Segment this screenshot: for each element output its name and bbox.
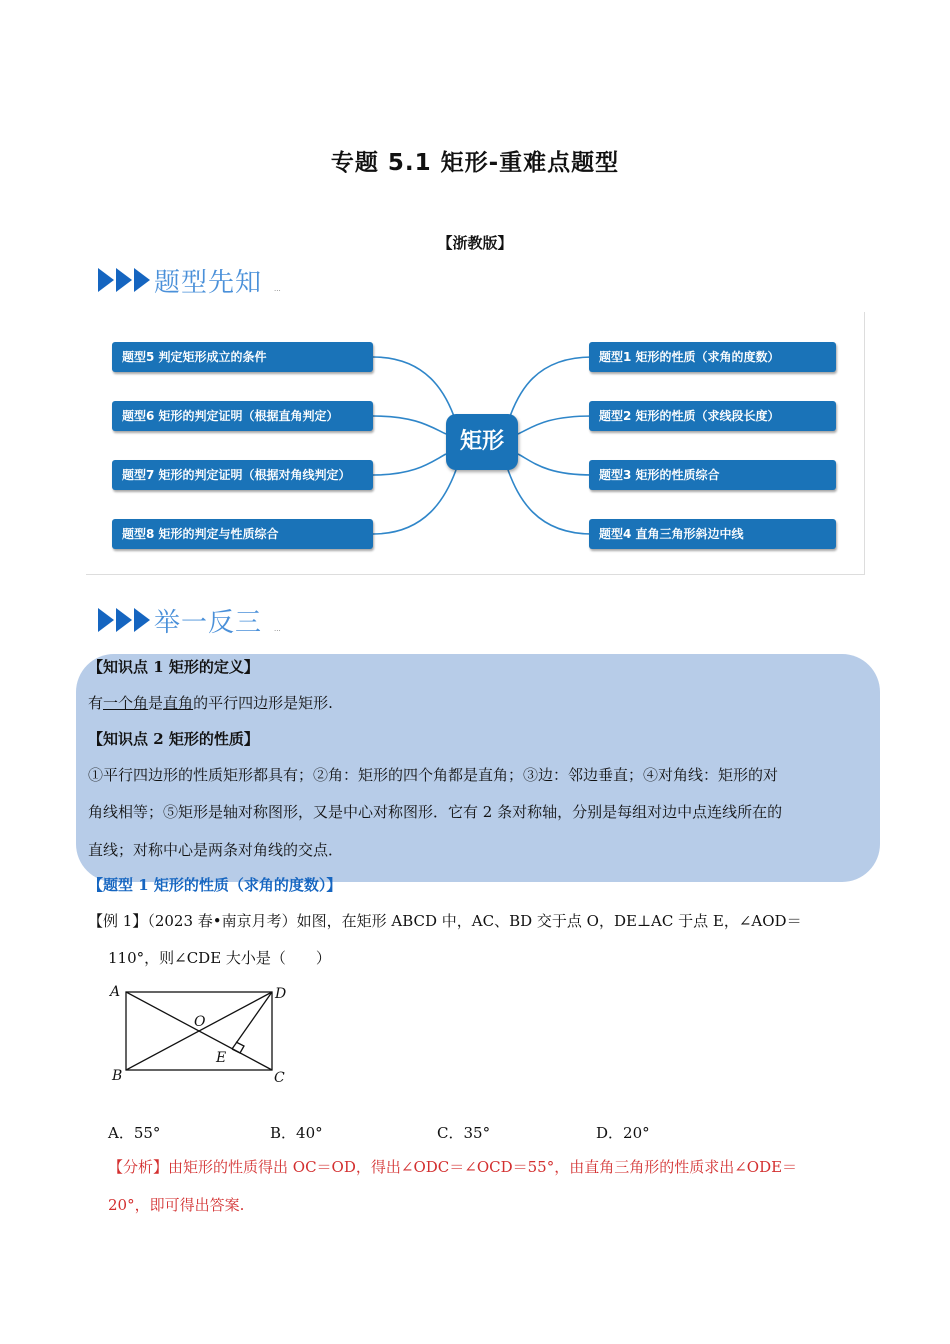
option-a: A．55° [108,1124,161,1142]
knowledge-2-line: 角线相等；⑤矩形是轴对称图形，又是中心对称图形．它有 2 条对称轴，分别是每组对边中点连线所在的 [88,803,783,821]
section-title-practice: 举一反三 [154,607,263,638]
connector-left-2 [373,416,446,434]
mind-map-center: 矩形 [446,414,518,470]
text-fragment: 是 [148,694,164,712]
mind-map-right-item: 题型2 矩形的性质（求线段长度） [589,401,836,431]
triple-arrow-icon [98,608,150,632]
connector-right-3 [518,454,592,475]
mind-map-left-item: 题型8 矩形的判定与性质综合 [112,519,373,549]
analysis-text: 由矩形的性质得出 OC＝OD，得出∠ODC＝∠OCD＝55°，由直角三角形的性质求出∠ODE＝ [168,1158,798,1176]
edition-label: 【浙教版】 [437,234,513,252]
option-c: C．35° [437,1124,491,1142]
section-header-overview [98,260,281,300]
rectangle-figure [108,982,308,1087]
knowledge-2-line: 直线；对称中心是两条对角线的交点． [88,841,344,859]
knowledge-2-line: ①平行四边形的性质矩形都具有；②角：矩形的四个角都是直角；③边：邻边垂直；④对角线：矩形的对 [88,766,779,784]
example-label: 【例 1】 [88,912,148,930]
mind-map [86,312,865,575]
underlined-term: 一个角 [103,694,149,712]
underlined-term: 直角 [163,694,194,712]
mind-map-left-item: 题型6 矩形的判定证明（根据直角判定） [112,401,373,431]
example-1-line-1 [88,910,802,931]
connector-left-4 [373,470,456,534]
label-c: C [274,1070,285,1086]
section-mark: ... [274,285,281,293]
analysis-label: 【分析】 [108,1158,169,1176]
mind-map-right-item: 题型1 矩形的性质（求角的度数） [589,342,836,372]
connector-left-1 [373,357,456,422]
knowledge-2-title: 【知识点 2 矩形的性质】 [88,730,259,748]
mind-map-right-item: 题型3 矩形的性质综合 [589,460,836,490]
label-o: O [194,1014,206,1030]
type-1-heading: 【题型 1 矩形的性质（求角的度数）】 [88,876,342,894]
text-fragment: 的平行四边形是矩形. [193,694,333,712]
label-a: A [110,984,121,1000]
label-b: B [112,1068,123,1084]
label-d: D [275,986,287,1002]
option-b: B．40° [270,1124,323,1142]
example-text: （2023 春•南京月考）如图，在矩形 ABCD 中，AC、BD 交于点 O，DE⊥AC 于点 E，∠AOD＝ [147,912,802,930]
analysis-line-1 [108,1156,797,1177]
section-mark: ... [274,625,281,633]
knowledge-1-definition [88,692,333,713]
triple-arrow-icon [98,268,150,292]
connector-right-4 [508,470,592,534]
connector-left-3 [373,454,446,475]
connector-right-1 [508,357,592,422]
text-fragment: 有 [88,694,104,712]
section-title-overview: 题型先知 [154,267,263,298]
segment-de [232,992,272,1049]
knowledge-1-title: 【知识点 1 矩形的定义】 [88,658,259,676]
section-header-practice [98,600,281,640]
label-e: E [216,1050,227,1066]
mind-map-left-item: 题型7 矩形的判定证明（根据对角线判定） [112,460,373,490]
mind-map-right-item: 题型4 直角三角形斜边中线 [589,519,836,549]
page-title: 专题 5.1 矩形-重难点题型 [330,150,620,176]
analysis-line-2: 20°，即可得出答案. [108,1196,245,1214]
example-1-line-2: 110°，则∠CDE 大小是（ ） [108,949,331,967]
connector-right-2 [518,416,592,434]
option-d: D．20° [596,1124,650,1142]
mind-map-left-item: 题型5 判定矩形成立的条件 [112,342,373,372]
